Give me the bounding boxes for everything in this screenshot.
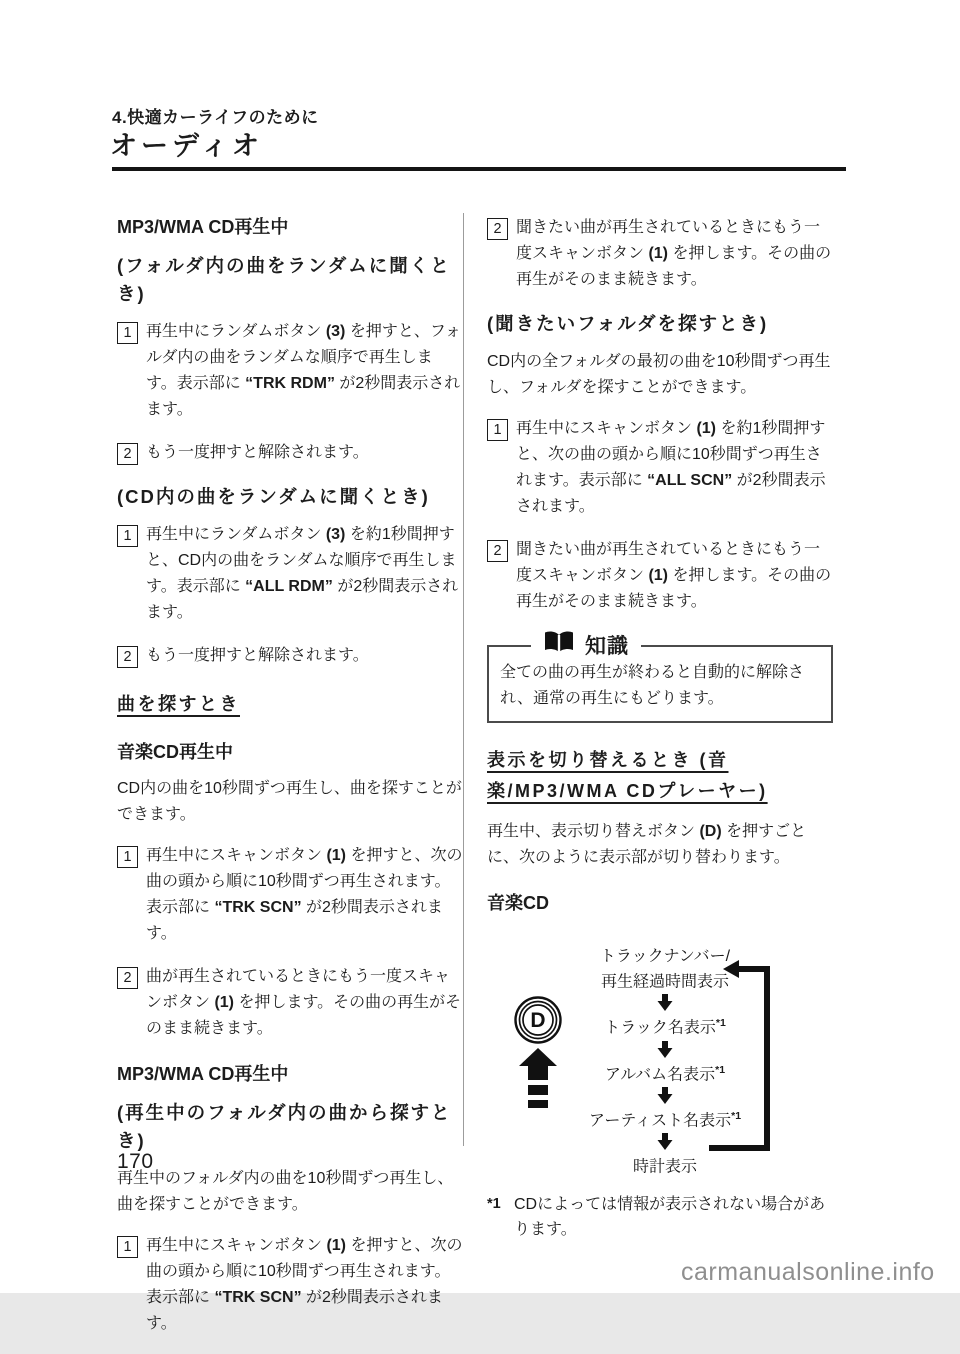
step-number-badge: 2 [117, 646, 138, 668]
down-arrow-icon [657, 1041, 673, 1058]
subsection-heading: (再生中のフォルダ内の曲から探すとき) [117, 1102, 452, 1151]
step-number-badge: 1 [117, 525, 138, 547]
right-column [487, 213, 833, 1242]
step-text: 聞きたい曲が再生されているときにもう一度スキャンボタン (1) を押します。その曲の再生がそのまま続きます。 [516, 541, 832, 610]
page-title: オーディオ [110, 131, 263, 161]
left-column [117, 213, 463, 1354]
section-heading: 音楽CD再生中 [117, 742, 233, 762]
step-number-badge: 1 [117, 1236, 138, 1258]
step-text: もう一度押すと解除されます。 [146, 444, 369, 461]
step-number-badge: 2 [487, 218, 508, 240]
footnote-marker: *1 [487, 1196, 501, 1212]
loop-arrow-icon [709, 1145, 770, 1151]
underlined-section-heading: 曲を探すとき [117, 694, 240, 714]
footnote-text: CDによっては情報が表示されない場合があります。 [514, 1196, 826, 1238]
knowledge-box-text: 全ての曲の再生が終わると自動的に解除され、通常の再生にもどります。 [500, 664, 805, 707]
numbered-step [487, 416, 833, 520]
step-number-badge: 1 [487, 419, 508, 441]
step-text: 聞きたい曲が再生されているときにもう一度スキャンボタン (1) を押します。その曲の再生がそのまま続きます。 [516, 219, 832, 288]
body-paragraph: 再生中、表示切り替えボタン (D) を押すごとに、次のように表示部が切り替わります。 [487, 823, 807, 866]
subsection-heading: (CD内の曲をランダムに聞くとき) [117, 486, 430, 507]
column-divider [463, 213, 464, 1146]
svg-text:D: D [530, 1009, 546, 1032]
loop-arrow-icon [723, 960, 739, 978]
numbered-step [487, 537, 833, 615]
step-number-badge: 1 [117, 322, 138, 344]
numbered-step [117, 964, 463, 1042]
numbered-step [117, 522, 463, 626]
step-number-badge: 2 [117, 443, 138, 465]
loop-arrow-icon [764, 966, 770, 1151]
down-arrow-icon [657, 1133, 673, 1150]
flow-item: 時計表示 [632, 1158, 697, 1176]
body-paragraph: CD内の全フォルダの最初の曲を10秒間ずつ再生し、フォルダを探すことができます。 [487, 353, 831, 396]
body-paragraph: 再生中のフォルダ内の曲を10秒間ずつ再生し、曲を探すことができます。 [117, 1170, 454, 1213]
step-number-badge: 2 [117, 967, 138, 989]
numbered-step [117, 440, 463, 466]
section-heading: MP3/WMA CD再生中 [117, 217, 289, 237]
step-text: 再生中にランダムボタン (3) を押すと、フォルダ内の曲をランダムな順序で再生します。表示部に “TRK RDM” が2秒間表示されます。 [146, 323, 462, 418]
step-text: 再生中にスキャンボタン (1) を押すと、次の曲の頭から順に10秒間ずつ再生されます。表示部に “TRK SCN” が2秒間表示されます。 [146, 1237, 463, 1332]
loop-arrow-icon [739, 966, 770, 972]
numbered-step [117, 1233, 463, 1337]
chapter-heading: 4.快適カーライフのために [112, 108, 319, 127]
footnote [487, 1192, 833, 1242]
down-arrow-icon [657, 1087, 673, 1104]
subsection-heading: (フォルダ内の曲をランダムに聞くとき) [117, 255, 451, 304]
step-text: 再生中にスキャンボタン (1) を約1秒間押すと、次の曲の頭から順に10秒間ずつ再生されます。表示部に “ALL SCN” が2秒間表示されます。 [516, 420, 826, 515]
numbered-step [487, 215, 833, 293]
display-switch-flow-diagram [487, 930, 833, 1176]
numbered-step [117, 643, 463, 669]
knowledge-box-title: 知識 [585, 634, 629, 658]
step-text: もう一度押すと解除されます。 [146, 647, 369, 664]
book-icon [543, 630, 575, 663]
step-number-badge: 1 [117, 846, 138, 868]
knowledge-box-header [531, 630, 641, 663]
flow-list [547, 946, 783, 1178]
knowledge-note-box [487, 634, 833, 723]
page-number: 170 [117, 1150, 154, 1173]
flow-item: アーティスト名表示$^{*1}$ [588, 1109, 742, 1130]
step-number-badge: 2 [487, 540, 508, 562]
section-heading: 音楽CD [487, 893, 549, 913]
flow-item: トラックナンバー/ 再生経過時間表示 [599, 948, 731, 991]
header-rule [112, 167, 846, 171]
numbered-step [117, 843, 463, 947]
flow-item: アルバム名表示$^{*1}$ [604, 1063, 726, 1083]
section-heading: MP3/WMA CD再生中 [117, 1064, 289, 1084]
numbered-step [117, 319, 463, 423]
subsection-heading: (聞きたいフォルダを探すとき) [487, 313, 769, 334]
flow-item: トラック名表示$^{*1}$ [604, 1017, 726, 1037]
underlined-section-heading: 表示を切り替えるとき (音楽/MP3/WMA CDプレーヤー) [487, 750, 768, 801]
step-text: 曲が再生されているときにもう一度スキャンボタン (1) を押します。その曲の再生がそのまま続きます。 [146, 968, 462, 1037]
watermark: carmanualsonline.info [681, 1258, 935, 1286]
body-paragraph: CD内の曲を10秒間ずつ再生し、曲を探すことができます。 [117, 780, 462, 823]
down-arrow-icon [657, 994, 673, 1011]
step-text: 再生中にランダムボタン (3) を約1秒間押すと、CD内の曲をランダムな順序で再生します。表示部に “ALL RDM” が2秒間表示されます。 [146, 526, 459, 621]
step-text: 再生中にスキャンボタン (1) を押すと、次の曲の頭から順に10秒間ずつ再生されます。表示部に “TRK SCN” が2秒間表示されます。 [146, 847, 463, 942]
